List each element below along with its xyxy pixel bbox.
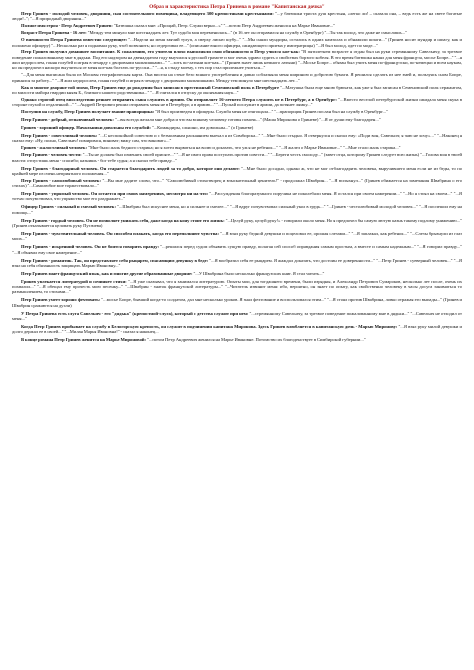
paragraph (12, 11, 462, 22)
paragraph-heading: Петр Гринев - человек чести: (21, 152, 82, 158)
paragraph-heading: Как и многие дворяне той эпохи, Петр Гринев еще до рождения был записан в престижный Семеновский полк в Петербурге (21, 84, 280, 90)
paragraph-text: "...стремянному Савельичу, за трезвое поведение пожалованному мне в дядьки..." "...Савельич не отходил от меня..." (12, 310, 462, 321)
paragraph-text: "...Вместо веселой петербургской жизни ожидала меня скука в стороне глухой и отдаленной..." "...Андрей Петрович решил отправить меня не в Петербург, а в армию..." "...Пускай послужит в армии, да потянет лямку..." (12, 96, 462, 108)
paragraph-heading: Петр Гринев - романтик. Так, он представляет себя рыцарем, спасающим девушку в беде: (21, 257, 209, 263)
paragraph-text: "...Командиры, слышно, им довольны..." (о Гриневе) (150, 125, 254, 131)
paragraph (12, 117, 462, 122)
paragraph-heading: О внешности Петра Гринева известно следующее: (21, 37, 128, 43)
paragraph-text: "...у батюшки триста душ крестьян, «легко ли! – сказала она, – ведь есть же на свете богатые люди!.."; "...Я природный дворянин..." (12, 11, 462, 22)
paragraph-heading: Полное имя героя - Петр Андреевич Гринев: (21, 23, 113, 29)
paragraph-text: "...решился перед судом объявить сущую правду, полагая сей способ оправдания самым простым, а вместе и самым надежным..." "...Я говорил правду..." "...Я объявил ему свое намерение..." (12, 244, 462, 255)
paragraph (12, 23, 462, 28)
paragraph-text: "...вы всегда желали мне добра и что вы всякому человеку готовы помочь..." (Маша Миронова о Гриневе) "...Я от души ему благодарен..." (113, 117, 381, 123)
document-title: Образ и характеристика Петра Гринева в романе "Капитанская дочка" (149, 4, 325, 10)
paragraph (12, 191, 462, 202)
paragraph-text: "...Надели на меня заячий тулуп, а сверху лисью шубу..." "...Мы сняли мундиры, остались в одних камзолах и обнажили шпаги..." (Гринев носит мундир и шпагу, как и положено офицеру) "...Несколько раз я поднимал руку, чтоб позвонить; но отдергивал ее..." (описание юного офицера, ожидающего приема у императрицы) "...Я был молод, одет по моде..." (12, 37, 462, 48)
paragraph (12, 133, 462, 144)
paragraph (12, 324, 462, 335)
paragraph (12, 178, 462, 189)
paragraph-text: "Между тем минуло мне шестнадцать лет. Тут судьба моя переменилась..." (в 16 лет он отправился на службу в Оренбург) "...Ты так молод, что даже не смыслишь..." (86, 30, 407, 36)
paragraph-text: "...Я вообразил себя ее рыцарем. Я жаждал доказать, что достоин ее доверенности..." "...Петр Гринев - суеверный человек..." "...Я взял на себя обязанность защищать Марью Ивановну..." (12, 257, 462, 268)
document-body (12, 11, 462, 343)
paragraph-heading: Петр Гринев - самолюбивый человек: (21, 177, 102, 183)
paragraph (12, 271, 462, 276)
paragraph (12, 37, 462, 48)
paragraph-heading: Гринев - жалостливый человек: (21, 145, 88, 151)
paragraph (12, 204, 462, 215)
paragraph-text: "...мосье Бопре, бывший когда-то солдатом, дал мне несколько уроков. Я знал фехтование и воспользовался этим..." "...Я стоял против Швабрина, ловко отражая его выпады..." (Гринев и Швабрин сражаются на дуэли) (12, 297, 462, 308)
paragraph (12, 231, 462, 242)
paragraph-heading: Петр Гринев - искренний человек. Он не боится говорить правду: (21, 244, 160, 250)
paragraph-text: "...С неспокойной совестию и с безмолвным раскаянием выехал я из Симбирска..." "...Мне было стыдно. Я отвернулся и сказал ему: «Поди вон, Савельич; я чаю не хочу»..." "...Наконец я сказал ему: «Ну, полно, Савельич! помиримся, виноват; вижу сам, что виноват»..." (12, 133, 462, 144)
paragraph-heading: Петр Гринев - благодарный человек. Он старается благодарить людей за то добро, которое они делают: (21, 165, 240, 171)
paragraph (12, 49, 462, 70)
paragraph-text: "...потом Петр Андреевич женился на Марье Ивановне. Потомство их благоденствует в Симбирской губернии..." (146, 337, 366, 343)
paragraph-text: "...Рассуждения благоразумного поручика не поколебали меня. Я остался при своем намерении..." "...Но я стоял на своем..." "...Я тотчас почувствовал, что упрямство мое его раздражает..." (12, 191, 462, 202)
paragraph-heading: Поступив на службу, Петр Гринев получает звание прапорщика: (21, 109, 155, 115)
paragraph-heading: Петр Гринев знает французский язык, как и многие другие образованные дворяне: (21, 270, 193, 276)
paragraph-heading: Петр Гринев - совестливый человек: (21, 133, 98, 139)
paragraph-text: "...Ты не должен был изменять своей присяге..." "...Я не имел права поступать против совести..." "...Береги честь смолоду..." (завет отца, которому Гринев следует всю жизнь) "...Голова моя в твоей власти: отпустишь меня - спасибо; казнишь - бог тебе судья; а я сказал тебе правду..." (12, 152, 462, 163)
paragraph-heading: В конце романа Петр Гринев женится на Марье Мироновой: (21, 337, 147, 343)
paragraph-heading: Петр Гринев - гордый человек. Он не позволяет унижать себя, даже когда на кону стоит его жизнь: (21, 217, 225, 223)
paragraph-text: "Я был произведен в офицеры. Служба меня не отягощала..." "...прапорщик Гринев послан был на службу в Оренбург..." (154, 109, 388, 115)
paragraph-heading: Когда Петр Гринев прибывает на службу в Белогорскую крепость, он служит в подчинении капитана Миронова. Здесь Гринев влюбляется в капитанскую дочь - Марью Миронову: (21, 323, 398, 329)
paragraph (12, 244, 462, 255)
paragraph-heading: У Петра Гринева есть слуга Савельич - его "дядька" (крепостной-слуга), который с детства служит при нем: (21, 310, 249, 316)
paragraph-text: "В пятилетнем возрасте я отдан был на руки стремянному Савельичу, за трезвое поведение пожалованному мне в дядьки. Под его надзором на двенадцатом году выучился я русской грамоте и мог очень здраво судить о свойствах борзого кобеля. В это время батюшка нанял для меня француза, мосье Бопре..." "...я жил недорослем, гоняя голубей и играя в чехарду с дворовыми мальчишками..." "...хоть по-латыни кое-как..." (Гринев знает лишь немного латыни) "...Мосье Бопре... обязан был учить меня по-французски, по-немецки и всем наукам, но он предпочел наскоро выучиться от меня кое-как болтать по-русски..." "...я, к стыду моему, с тех пор стал прилежнее учиться..." (12, 49, 462, 71)
paragraph-heading: Гринев увлекается литературой и сочиняет стихи: (21, 278, 127, 284)
paragraph (12, 297, 462, 308)
paragraph-text: "...У Швабрина было несколько французских книг. Я стал читать..." (192, 270, 325, 276)
paragraph-text: "...Я взял руку бедной девушки и поцеловал ее, орошая слезами..." "...Я заплакал, как ребенок..." "...Слезы брызнули из глаз моих..." (12, 230, 462, 242)
paragraph-text: "Мне было жаль бедного старика; но я хотел вырваться на волю и доказать, что уж я не ребенок..." "...Я жалел о Марье Ивановне..." "...Мне стало жаль старика..." (87, 145, 401, 151)
paragraph (12, 72, 462, 83)
paragraph-text: "...Вы мне дадите слово, что..." "Самолюбивый стихотворец и взыскательный ценитель!" - продолжал Швабрин... "...Я вспыхнул..." (Гринев обижается на замечания Швабрина о его стихах) "...Самолюбие мое торжествовало..." (12, 177, 462, 189)
paragraph (12, 125, 462, 130)
paragraph (12, 337, 462, 342)
paragraph (12, 85, 462, 96)
paragraph-heading: Петр Гринев - добрый, отзывчивый человек: (21, 117, 114, 123)
paragraph-heading: Петр Гринев умеет хорошо фехтовать: (21, 297, 101, 303)
paragraph-text: "...Для меня выписана была из Москвы географическая карта. Она висела на стене безо всякого употребления и давно соблазняла меня шириною и добротою бумаги. Я решился сделать из нее змей и, пользуясь сном Бопре, принялся за работу..." "...Я жил недорослем, гоняя голубей и играя в чехарду с дворовыми мальчишками. Между тем минуло мне шестнадцать лет..." (12, 72, 462, 83)
paragraph-heading: Петр Гринев - чувствительный человек. Он способен плакать, когда его переполняют чувства: (21, 230, 220, 236)
paragraph-heading: Петр Гринев - упрямый человек. Он остается при своих намерениях, несмотря ни на что: (21, 191, 209, 197)
paragraph (12, 166, 462, 177)
paragraph-heading: Офицер Гринев - сильный и смелый человек: (21, 204, 116, 210)
paragraph-text: "...Целуй руку, целуй руку!» - говорили около меня. Но я предпочел бы самую лютую казнь такому подлому унижению..." (Гринев отказывается целовать руку Пугачева) (12, 217, 462, 229)
paragraph (12, 109, 462, 114)
paragraph-text: "Батюшка сказал мне: «Прощай, Петр. Служи верно...»" "...потом Петр Андреевич женился на Марье Ивановне..." (112, 23, 336, 29)
paragraph-text: "...Мне было досадно, однако ж, что не мог отблагодарить человека, выручившего меня если не из беды, то по крайней мере из очень неприятного положения..." (12, 165, 462, 176)
paragraph (12, 311, 462, 322)
paragraph-text: "...Швабрин был искуснее меня, но я сильнее и смелее..." "...Я вдруг почувствовал сильный укол в грудь..." "...Гринев - честолюбивый молодой человек..." "...Я поспешил ему на помощь..." (12, 204, 463, 215)
paragraph-heading: Петр Гринев - молодой человек, дворянин, сын состоятельного помещика, владеющего 300 крепостными крестьянами: (21, 11, 274, 16)
paragraph-heading: Возраст Петра Гринева - 16 лет: (21, 30, 87, 36)
paragraph (12, 30, 462, 35)
paragraph (12, 97, 462, 108)
paragraph (12, 279, 462, 295)
paragraph-heading: Однако строгий отец впоследствии решает отправить сына служить в армию. Он отправляет 16-летнего Петра служить не в Петербург, а в Оренбург: (21, 96, 337, 102)
paragraph (12, 218, 462, 229)
paragraph-text: "...Матушка была еще мною брюхата, как уже я был записан в Семеновский полк сержантом, по милости майора гвардии князя Б., близкого нашего родственника..." "...Я считался в отпуску до окончания наук..." (12, 84, 462, 96)
paragraph-heading: Гринев - хороший офицер. Начальники довольны его службой: (21, 125, 151, 131)
paragraph (12, 152, 462, 163)
paragraph-text: "...Я уже сказывал, что я занимался литературою. Опыты мои, для тогдашнего времени, были изрядны, и Александр Петрович Сумароков, несколько лет после, очень их похвалил..." "...Я обещал ему прочесть мою песенку..." "...Швабрин - знаток французской литературы..." "...Читатель извинит меня: ибо, вероятно, он знает по опыту, как свойственно человеку в часы досуга заниматься то размышлением, то стихами..." (12, 278, 462, 295)
paragraph-text: "...Я взял руку милой девушки и долго держал ее в своей..." "...Милая Марья Ивановна!" - сказал я наконец... (12, 323, 462, 335)
paragraph (12, 145, 462, 150)
paragraph-heading: Петр Гринев получил домашнее воспитание. К сожалению, его учителя плохо выполняли свои обязанности и Петр учился кое-как: (21, 49, 300, 55)
paragraph (12, 258, 462, 269)
